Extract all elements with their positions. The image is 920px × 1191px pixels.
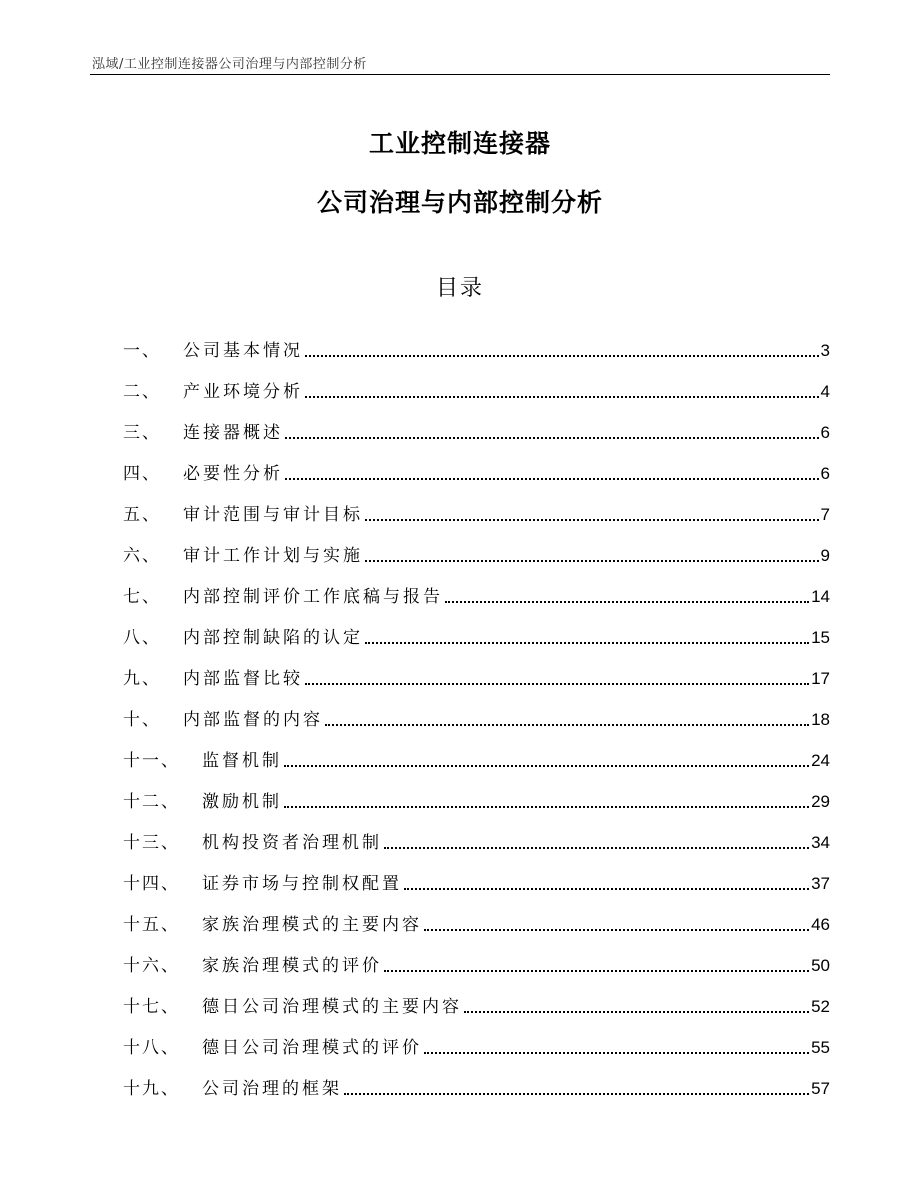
toc-entry-title: 内部控制评价工作底稿与报告 bbox=[183, 587, 443, 607]
toc-dot-leader bbox=[305, 682, 809, 685]
toc-dot-leader bbox=[384, 846, 809, 849]
toc-entry-page: 55 bbox=[811, 1038, 830, 1057]
toc-entry[interactable] bbox=[123, 1062, 830, 1103]
document-title-line-2: 公司治理与内部控制分析 bbox=[316, 188, 603, 217]
toc-entry-number: 十七、 bbox=[123, 997, 180, 1017]
toc-entry-page: 24 bbox=[811, 751, 830, 770]
toc-entry-number: 三、 bbox=[123, 423, 161, 443]
toc-dot-leader bbox=[305, 395, 819, 398]
toc-entry-page: 14 bbox=[811, 587, 830, 606]
toc-dot-leader bbox=[424, 928, 809, 931]
toc-entry-page: 3 bbox=[820, 341, 830, 360]
toc-entry-title: 审计范围与审计目标 bbox=[183, 505, 363, 525]
toc-entry-title: 公司基本情况 bbox=[183, 341, 303, 361]
toc-entry[interactable] bbox=[123, 693, 830, 734]
toc-entry[interactable] bbox=[123, 1021, 830, 1062]
toc-entry-page: 29 bbox=[811, 792, 830, 811]
toc-entry[interactable] bbox=[123, 898, 830, 939]
toc-entry-title: 产业环境分析 bbox=[183, 382, 303, 402]
toc-entry-title: 公司治理的框架 bbox=[202, 1079, 342, 1099]
toc-entry[interactable] bbox=[123, 365, 830, 406]
toc-dot-leader bbox=[365, 559, 819, 562]
toc-dot-leader bbox=[284, 764, 809, 767]
toc-entry-title: 家族治理模式的评价 bbox=[202, 956, 382, 976]
toc-entry-number: 一、 bbox=[123, 341, 161, 361]
toc-entry-number: 十四、 bbox=[123, 874, 180, 894]
toc-dot-leader bbox=[305, 354, 819, 357]
toc-entry-page: 37 bbox=[811, 874, 830, 893]
toc-entry-title: 家族治理模式的主要内容 bbox=[202, 915, 422, 935]
toc-entry-page: 17 bbox=[811, 669, 830, 688]
toc-entry-page: 52 bbox=[811, 997, 830, 1016]
toc-entry-title: 必要性分析 bbox=[183, 464, 283, 484]
toc-entry-number: 十二、 bbox=[123, 792, 180, 812]
toc-entry[interactable] bbox=[123, 816, 830, 857]
toc-entry-number: 二、 bbox=[123, 382, 161, 402]
toc-entry[interactable] bbox=[123, 447, 830, 488]
toc-entry-title: 证券市场与控制权配置 bbox=[202, 874, 402, 894]
toc-entry[interactable] bbox=[123, 529, 830, 570]
toc-entry-page: 15 bbox=[811, 628, 830, 647]
toc-entry-title: 德日公司治理模式的评价 bbox=[202, 1038, 422, 1058]
toc-entry[interactable] bbox=[123, 611, 830, 652]
toc-entry-page: 6 bbox=[820, 464, 830, 483]
running-header: 泓域/工业控制连接器公司治理与内部控制分析 bbox=[92, 57, 367, 72]
toc-heading: 目录 bbox=[435, 276, 484, 301]
toc-dot-leader bbox=[285, 436, 819, 439]
toc-entry-page: 6 bbox=[820, 423, 830, 442]
toc-entry[interactable] bbox=[123, 570, 830, 611]
toc-entry-title: 机构投资者治理机制 bbox=[202, 833, 382, 853]
toc-entry-page: 7 bbox=[820, 505, 830, 524]
toc-dot-leader bbox=[404, 887, 809, 890]
toc-entry-number: 六、 bbox=[123, 546, 161, 566]
toc-entry-page: 4 bbox=[820, 382, 830, 401]
toc-entry-number: 十九、 bbox=[123, 1079, 180, 1099]
toc-dot-leader bbox=[325, 723, 809, 726]
toc-entry[interactable] bbox=[123, 980, 830, 1021]
toc-entry[interactable] bbox=[123, 324, 830, 365]
toc-dot-leader bbox=[365, 518, 819, 521]
toc-entry-page: 46 bbox=[811, 915, 830, 934]
toc-entry-number: 十五、 bbox=[123, 915, 180, 935]
toc-entry-number: 十三、 bbox=[123, 833, 180, 853]
toc-entry-page: 57 bbox=[811, 1079, 830, 1098]
toc-entry[interactable] bbox=[123, 857, 830, 898]
toc-entry[interactable] bbox=[123, 406, 830, 447]
toc-entry[interactable] bbox=[123, 488, 830, 529]
toc-entry-title: 审计工作计划与实施 bbox=[183, 546, 363, 566]
toc-entry-page: 34 bbox=[811, 833, 830, 852]
table-of-contents bbox=[123, 324, 830, 1103]
toc-entry[interactable] bbox=[123, 652, 830, 693]
toc-entry-number: 十、 bbox=[123, 710, 161, 730]
toc-dot-leader bbox=[344, 1092, 809, 1095]
toc-entry-title: 监督机制 bbox=[202, 751, 282, 771]
toc-entry-page: 18 bbox=[811, 710, 830, 729]
toc-entry-title: 内部控制缺陷的认定 bbox=[183, 628, 363, 648]
toc-dot-leader bbox=[285, 477, 819, 480]
toc-entry-number: 十一、 bbox=[123, 751, 180, 771]
toc-dot-leader bbox=[365, 641, 809, 644]
toc-entry-title: 德日公司治理模式的主要内容 bbox=[202, 997, 462, 1017]
toc-entry[interactable] bbox=[123, 734, 830, 775]
document-title-line-1: 工业控制连接器 bbox=[368, 129, 551, 158]
toc-entry-number: 五、 bbox=[123, 505, 161, 525]
toc-entry[interactable] bbox=[123, 775, 830, 816]
toc-entry[interactable] bbox=[123, 939, 830, 980]
toc-entry-number: 八、 bbox=[123, 628, 161, 648]
toc-dot-leader bbox=[284, 805, 809, 808]
toc-entry-title: 内部监督比较 bbox=[183, 669, 303, 689]
toc-entry-number: 十六、 bbox=[123, 956, 180, 976]
toc-dot-leader bbox=[464, 1010, 809, 1013]
toc-entry-page: 9 bbox=[820, 546, 830, 565]
toc-entry-number: 九、 bbox=[123, 669, 161, 689]
toc-entry-number: 四、 bbox=[123, 464, 161, 484]
header-rule bbox=[90, 74, 830, 75]
toc-entry-title: 激励机制 bbox=[202, 792, 282, 812]
toc-entry-page: 50 bbox=[811, 956, 830, 975]
toc-entry-number: 七、 bbox=[123, 587, 161, 607]
toc-entry-number: 十八、 bbox=[123, 1038, 180, 1058]
toc-dot-leader bbox=[384, 969, 809, 972]
toc-entry-title: 内部监督的内容 bbox=[183, 710, 323, 730]
toc-dot-leader bbox=[424, 1051, 809, 1054]
toc-entry-title: 连接器概述 bbox=[183, 423, 283, 443]
toc-dot-leader bbox=[445, 600, 809, 603]
